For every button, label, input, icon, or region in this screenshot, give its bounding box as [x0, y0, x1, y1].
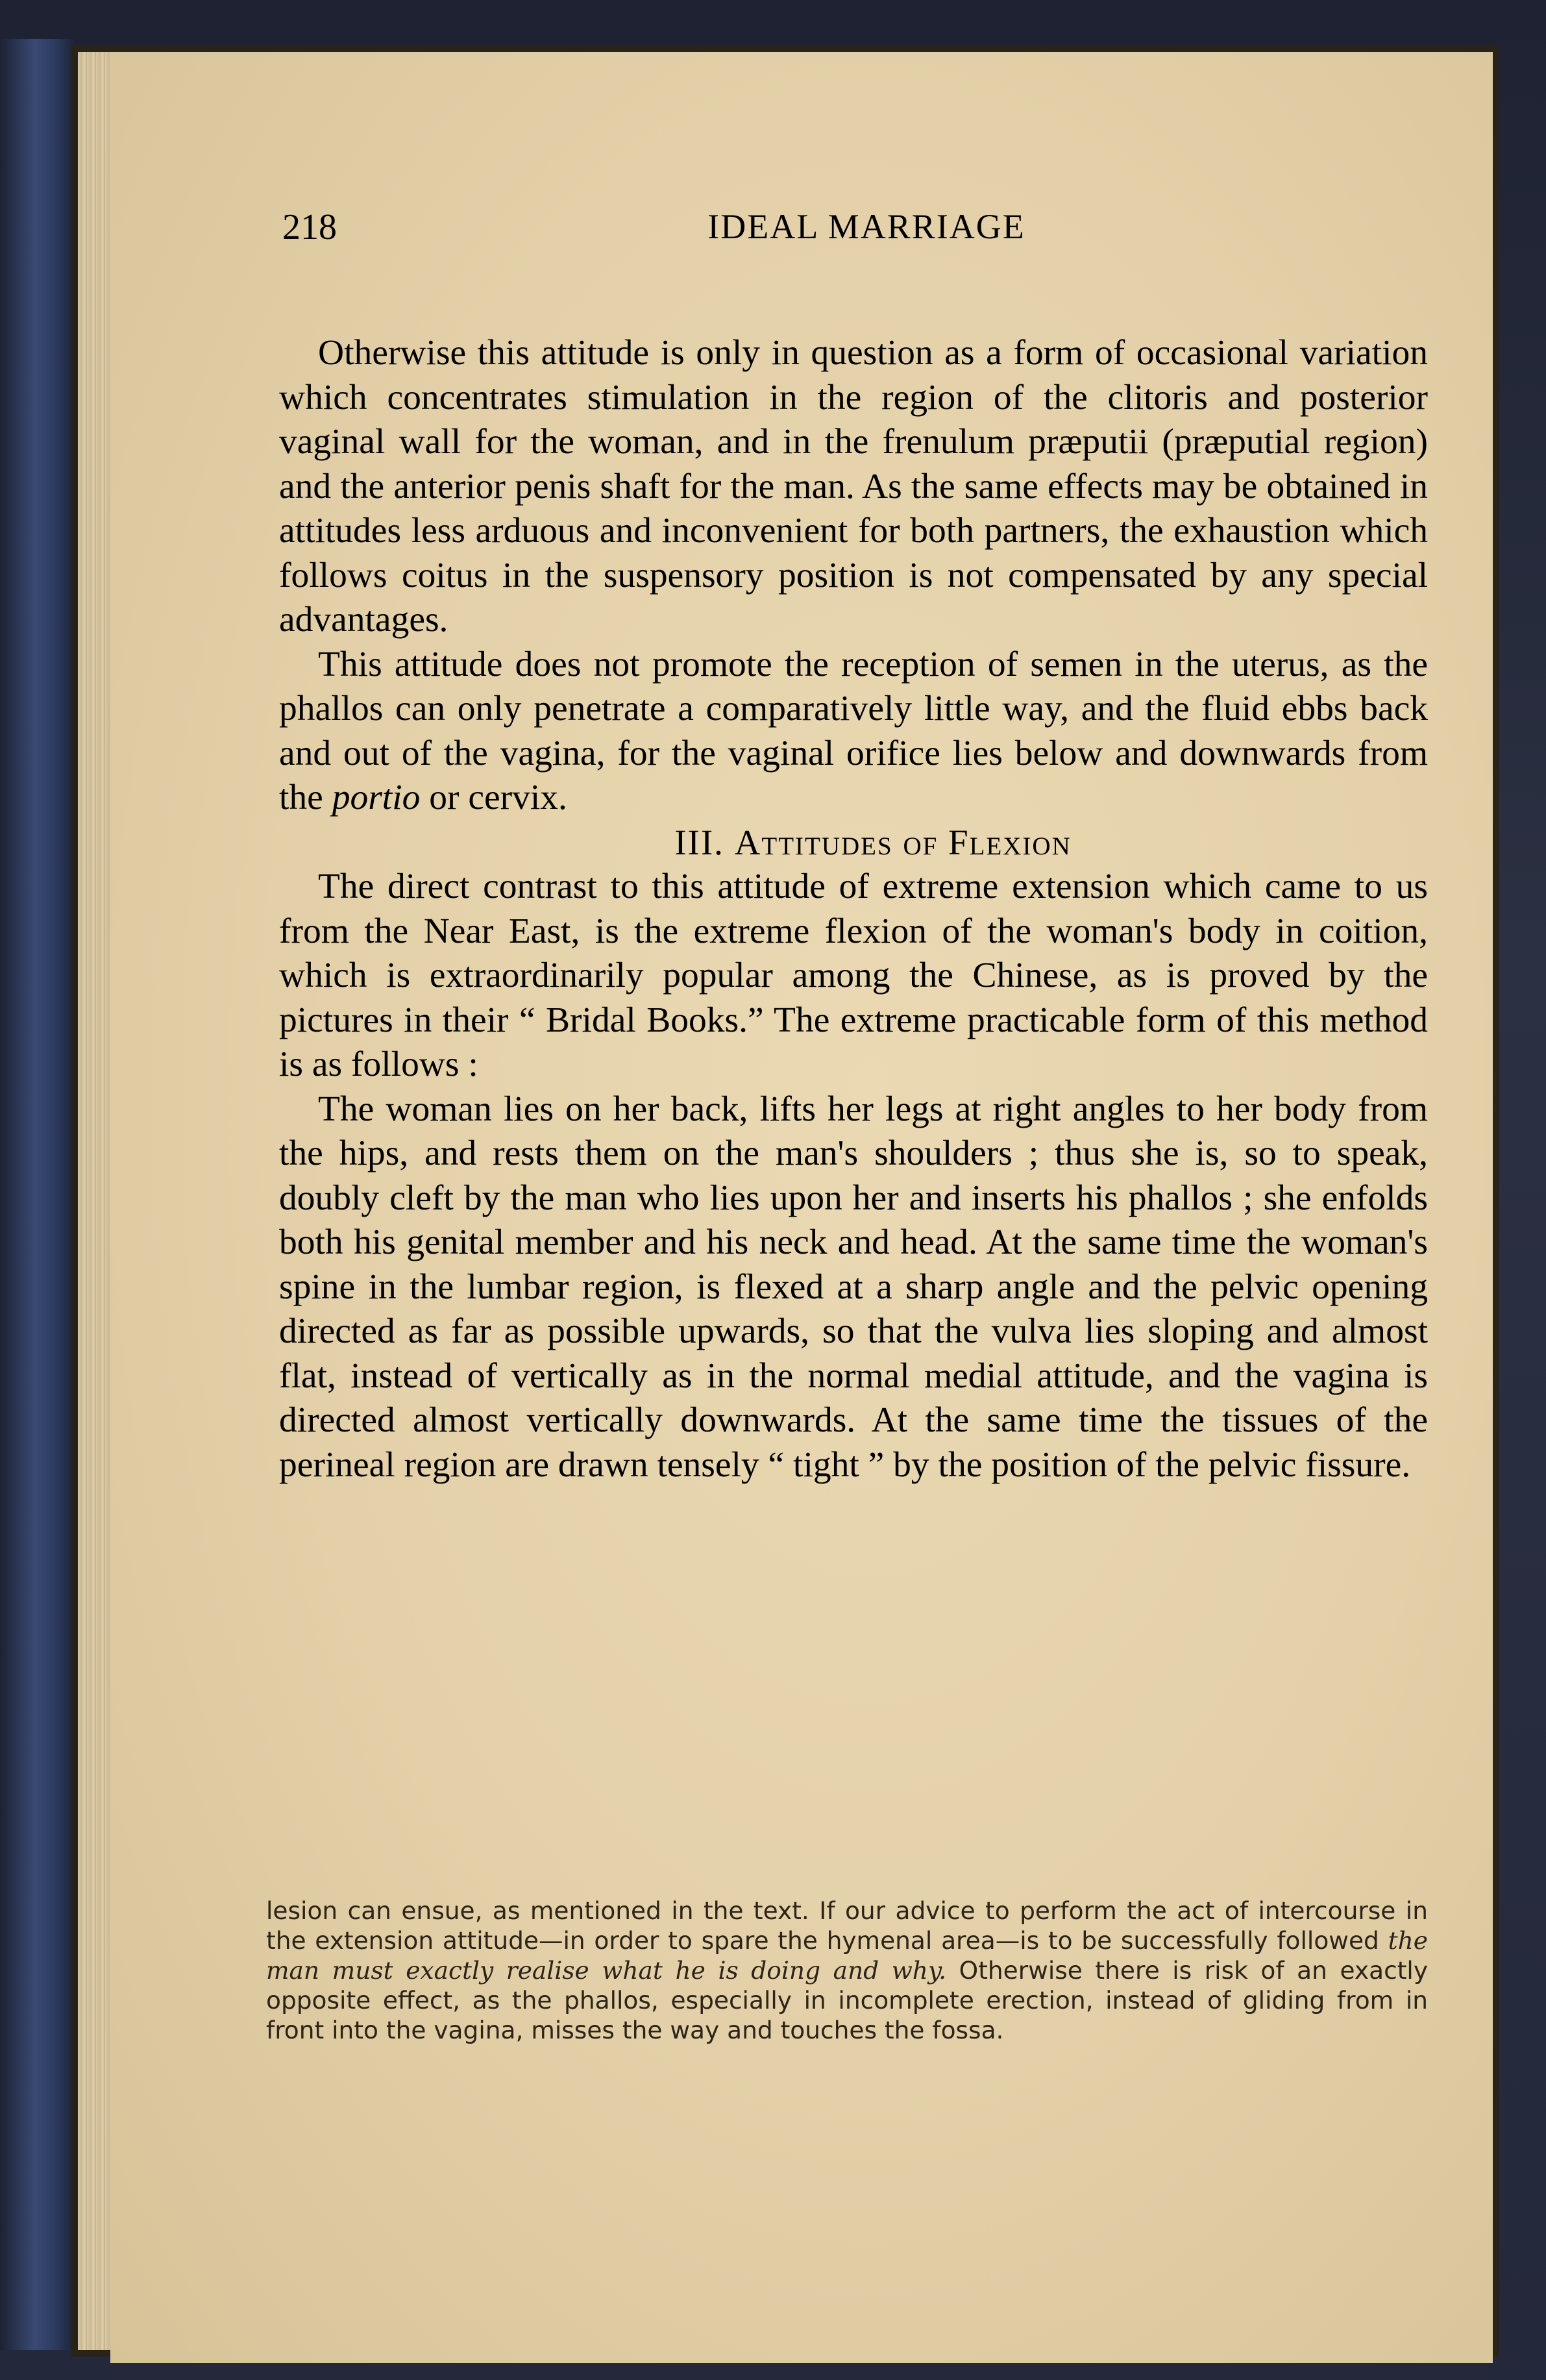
page-header	[282, 206, 1451, 265]
paragraph-2-text: This attitude does not promote the reception of semen in the uterus, as the phallos can only penetrate a comparatively little way, and the fluid ebbs back and out of the vagina, for the vaginal orifice lies below and downwards from the	[279, 644, 1428, 817]
section-title: Attitudes of Flexion	[734, 822, 1072, 862]
footnote-text: lesion can ensue, as mentioned in the text. If our advice to perform the act of intercourse in the extension attitude—in order to spare the hymenal area—is to be successfully followed	[266, 1896, 1428, 1955]
running-title: IDEAL MARRIAGE	[707, 207, 1025, 246]
page-number: 218	[282, 207, 337, 247]
body-text	[279, 331, 1428, 1487]
footnote-italic: the man must exactly realise what he is doing and why.	[266, 1926, 1428, 1985]
footnote	[266, 1896, 1428, 2045]
book-cover-edge	[0, 39, 78, 2350]
paragraph-3: The direct contrast to this attitude of extreme extension which came to us from the Near East, is the extreme flexion of the woman's body in coition, which is extraordinarily popular among the Chinese, as is proved by the pictures in their “ Bridal Books.” The extreme practicable form of this method is as follows :	[279, 867, 1428, 1084]
section-heading	[279, 821, 1428, 865]
footnote-end: Otherwise there is risk of an exactly opposite effect, as the phallos, especially in incomplete erection, instead of gliding from in front into the vagina, misses the way and touches the fossa.	[266, 1956, 1429, 2044]
section-number: III.	[674, 822, 724, 862]
paragraph-2-end: or cervix.	[429, 778, 567, 817]
paragraph-4: The woman lies on her back, lifts her legs at right angles to her body from the hips, and rests them on the man's shoulders ; thus she is, so to speak, doubly cleft by the man who lies upon her and inserts his phallos ; she enfolds both his genital member and his neck and head. At the same time the woman's spine in the lumbar region, is flexed at a sharp angle and the pelvic opening directed as far as possible upwards, so that the vulva lies sloping and almost flat, instead of vertically as in the normal medial attitude, and the vagina is directed almost vertically downwards. At the same time the tissues of the perineal region are drawn tensely “ tight ” by the position of the pelvic fissure.	[279, 1089, 1428, 1485]
paragraph-2-italic: portio	[332, 778, 421, 817]
paragraph-1: Otherwise this attitude is only in question as a form of occasional variation which concentrates stimulation in the region of the clitoris and posterior vaginal wall for the woman, and in the frenulum præputii (præputial region) and the anterior penis shaft for the man. As the same effects may be obtained in attitudes less arduous and inconvenient for both partners, the exhaustion which follows coitus in the suspensory position is not compensated by any special advantages.	[279, 333, 1428, 639]
paragraph-2	[279, 643, 1428, 821]
